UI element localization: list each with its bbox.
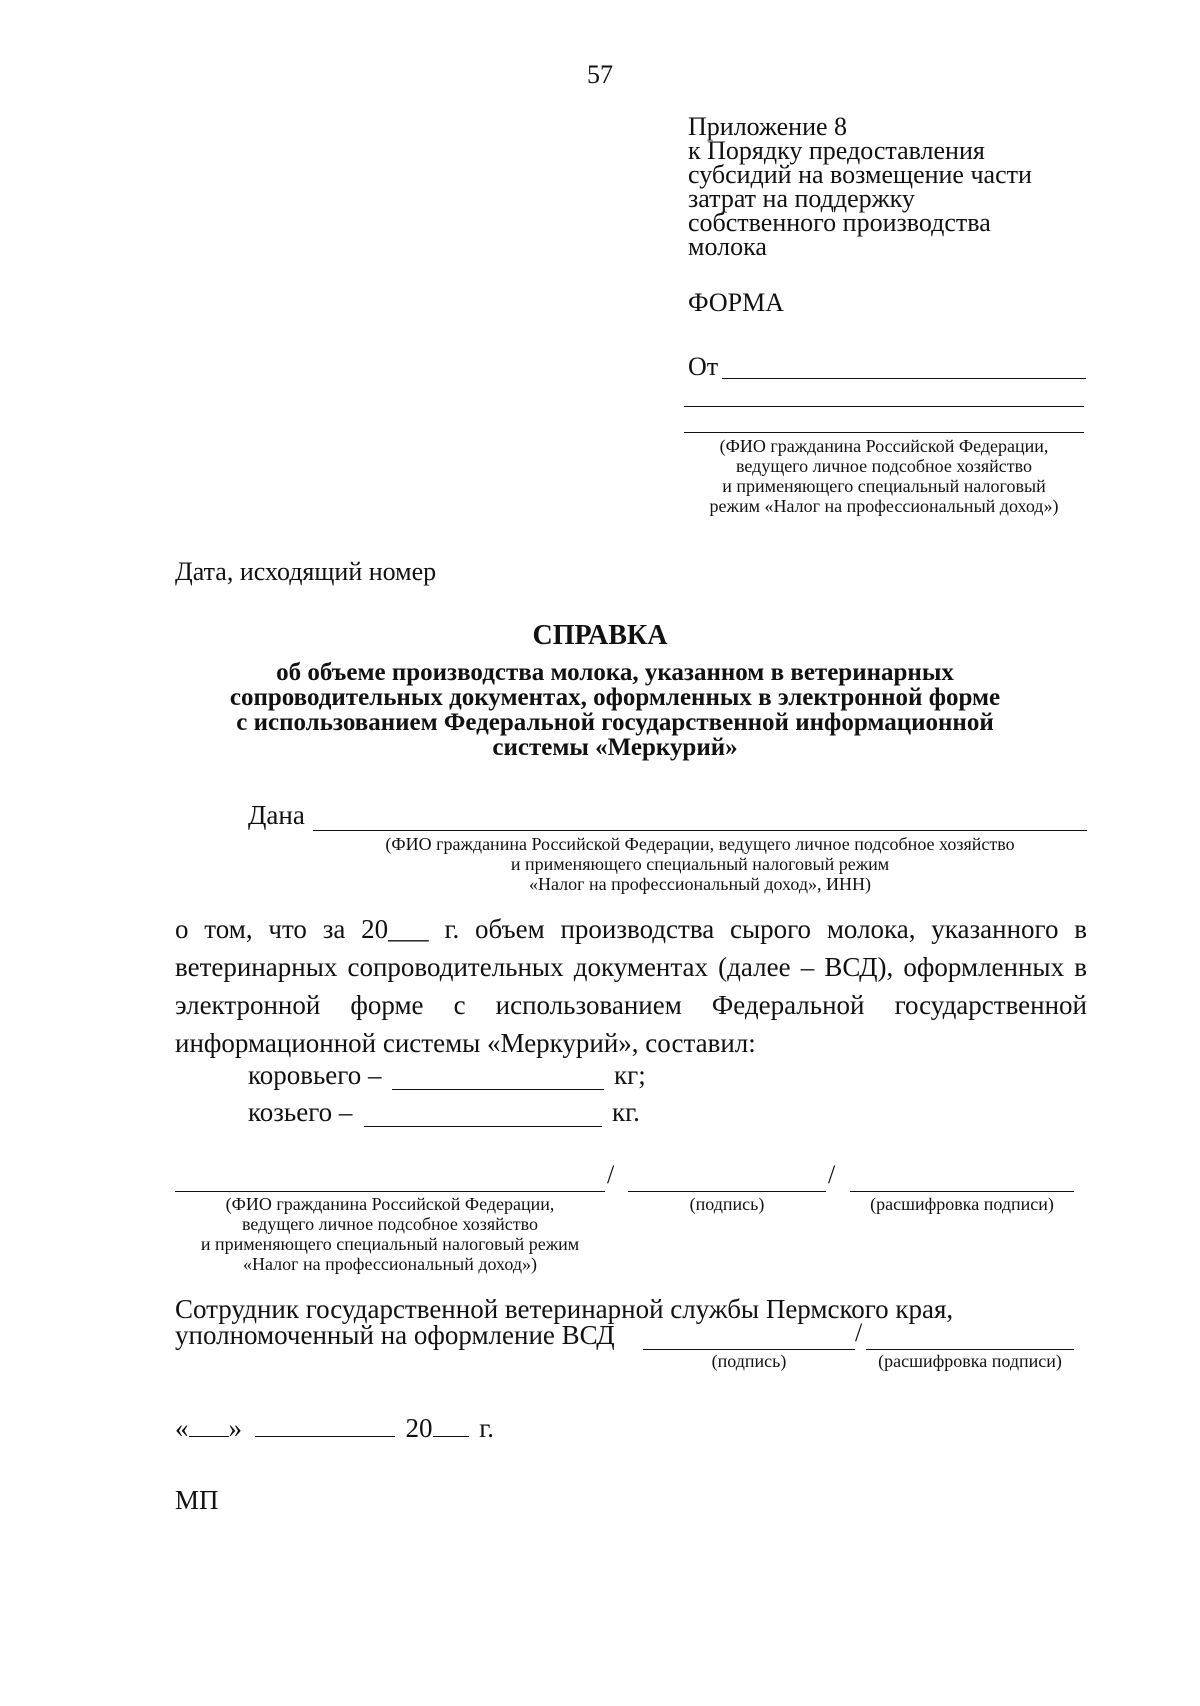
staff-decoding-caption: (расшифровка подписи) (878, 1351, 1062, 1371)
body-paragraph: о том, что за 20___ г. объем производства сырого молока, указанного в ветеринарных сопроводительных документах (далее – ВСД), оформленных в электронной форме с использованием Федеральной государственной информационной системы «Меркурий», составил: (175, 914, 1087, 1058)
slash-separator: / (855, 1318, 863, 1347)
staff-block (175, 1296, 953, 1348)
cow-milk-unit: кг; (614, 1060, 646, 1090)
from-caption (684, 436, 1084, 516)
year-prefix: 20 (405, 1413, 433, 1443)
goat-milk-unit: кг. (612, 1097, 640, 1127)
staff-signature-line[interactable] (643, 1349, 855, 1350)
from-fill-line-2[interactable] (684, 406, 1084, 407)
caption-line: (ФИО гражданина Российской Федерации, (225, 1194, 555, 1214)
date-number-label: Дата, исходящий номер (175, 557, 437, 586)
signature-caption: (подпись) (689, 1194, 765, 1214)
staff-line-2: уполномоченный на оформление ВСД (175, 1320, 615, 1350)
form-label: ФОРМА (688, 288, 784, 317)
month-fill-line[interactable] (255, 1412, 395, 1437)
year-fill-line[interactable] (433, 1412, 469, 1437)
stamp-label: МП (175, 1485, 219, 1515)
caption-line: «Налог на профессиональный доход», ИНН) (529, 874, 871, 894)
appendix-line: субсидий на возмещение части (688, 160, 1032, 189)
issued-to-label: Дана (248, 800, 305, 830)
subtitle-line: системы «Меркурий» (492, 734, 738, 761)
subtitle-line: об объеме производства молока, указанном в ветеринарных (276, 659, 954, 686)
caption-line: «Налог на профессиональный доход») (243, 1254, 537, 1274)
staff-signature-caption: (подпись) (711, 1351, 787, 1371)
open-quote: « (175, 1413, 189, 1443)
goat-milk-label: козьего – (248, 1097, 353, 1127)
slash-separator: / (607, 1160, 615, 1189)
close-quote: » (228, 1413, 242, 1443)
appendix-line: затрат на поддержку (688, 184, 915, 213)
date-fill (175, 1412, 494, 1444)
caption-line: и применяющего специальный налоговый режим (200, 1234, 580, 1254)
caption-line: и применяющего специальный налоговый (722, 476, 1046, 496)
appendix-line: к Порядку предоставления (688, 136, 985, 165)
fio-signature-line[interactable] (175, 1191, 605, 1192)
document-title: СПРАВКА (532, 620, 668, 651)
decoding-line[interactable] (850, 1191, 1074, 1192)
caption-line: (ФИО гражданина Российской Федерации, (719, 436, 1049, 456)
signature-line[interactable] (628, 1191, 826, 1192)
year-suffix: г. (479, 1413, 495, 1443)
subtitle-line: с использованием Федеральной государственной информационной (236, 709, 994, 736)
issued-to-caption (313, 834, 1087, 894)
caption-line: ведущего личное подсобное хозяйство (736, 456, 1032, 476)
day-fill-line[interactable] (189, 1412, 229, 1437)
goat-milk-fill-line[interactable] (364, 1126, 602, 1127)
from-fill-line-1[interactable] (722, 378, 1086, 379)
caption-line: и применяющего специальный налоговый режим (510, 854, 890, 874)
document-subtitle (150, 660, 1080, 760)
slash-separator: / (828, 1160, 836, 1189)
cow-milk-label: коровьего – (248, 1060, 382, 1090)
decoding-caption: (расшифровка подписи) (870, 1194, 1054, 1214)
staff-line-1: Сотрудник государственной ветеринарной службы Пермского края, (175, 1294, 954, 1324)
fio-caption (175, 1194, 605, 1274)
page-number: 57 (587, 60, 613, 89)
from-label: От (688, 352, 719, 381)
caption-line: режим «Налог на профессиональный доход») (709, 496, 1059, 516)
appendix-line: собственного производства (688, 208, 991, 237)
appendix-line: молока (688, 232, 767, 261)
caption-line: (ФИО гражданина Российской Федерации, ведущего личное подсобное хозяйство (385, 834, 1015, 854)
from-fill-line-3[interactable] (684, 432, 1084, 433)
appendix-block (688, 112, 1108, 261)
issued-to-fill-line[interactable] (313, 830, 1087, 831)
subtitle-line: сопроводительных документах, оформленных в электронной форме (229, 684, 1001, 711)
cow-milk-fill-line[interactable] (392, 1089, 604, 1090)
caption-line: ведущего личное подсобное хозяйство (242, 1214, 538, 1234)
staff-decoding-line[interactable] (866, 1349, 1074, 1350)
appendix-line: Приложение 8 (688, 112, 848, 141)
